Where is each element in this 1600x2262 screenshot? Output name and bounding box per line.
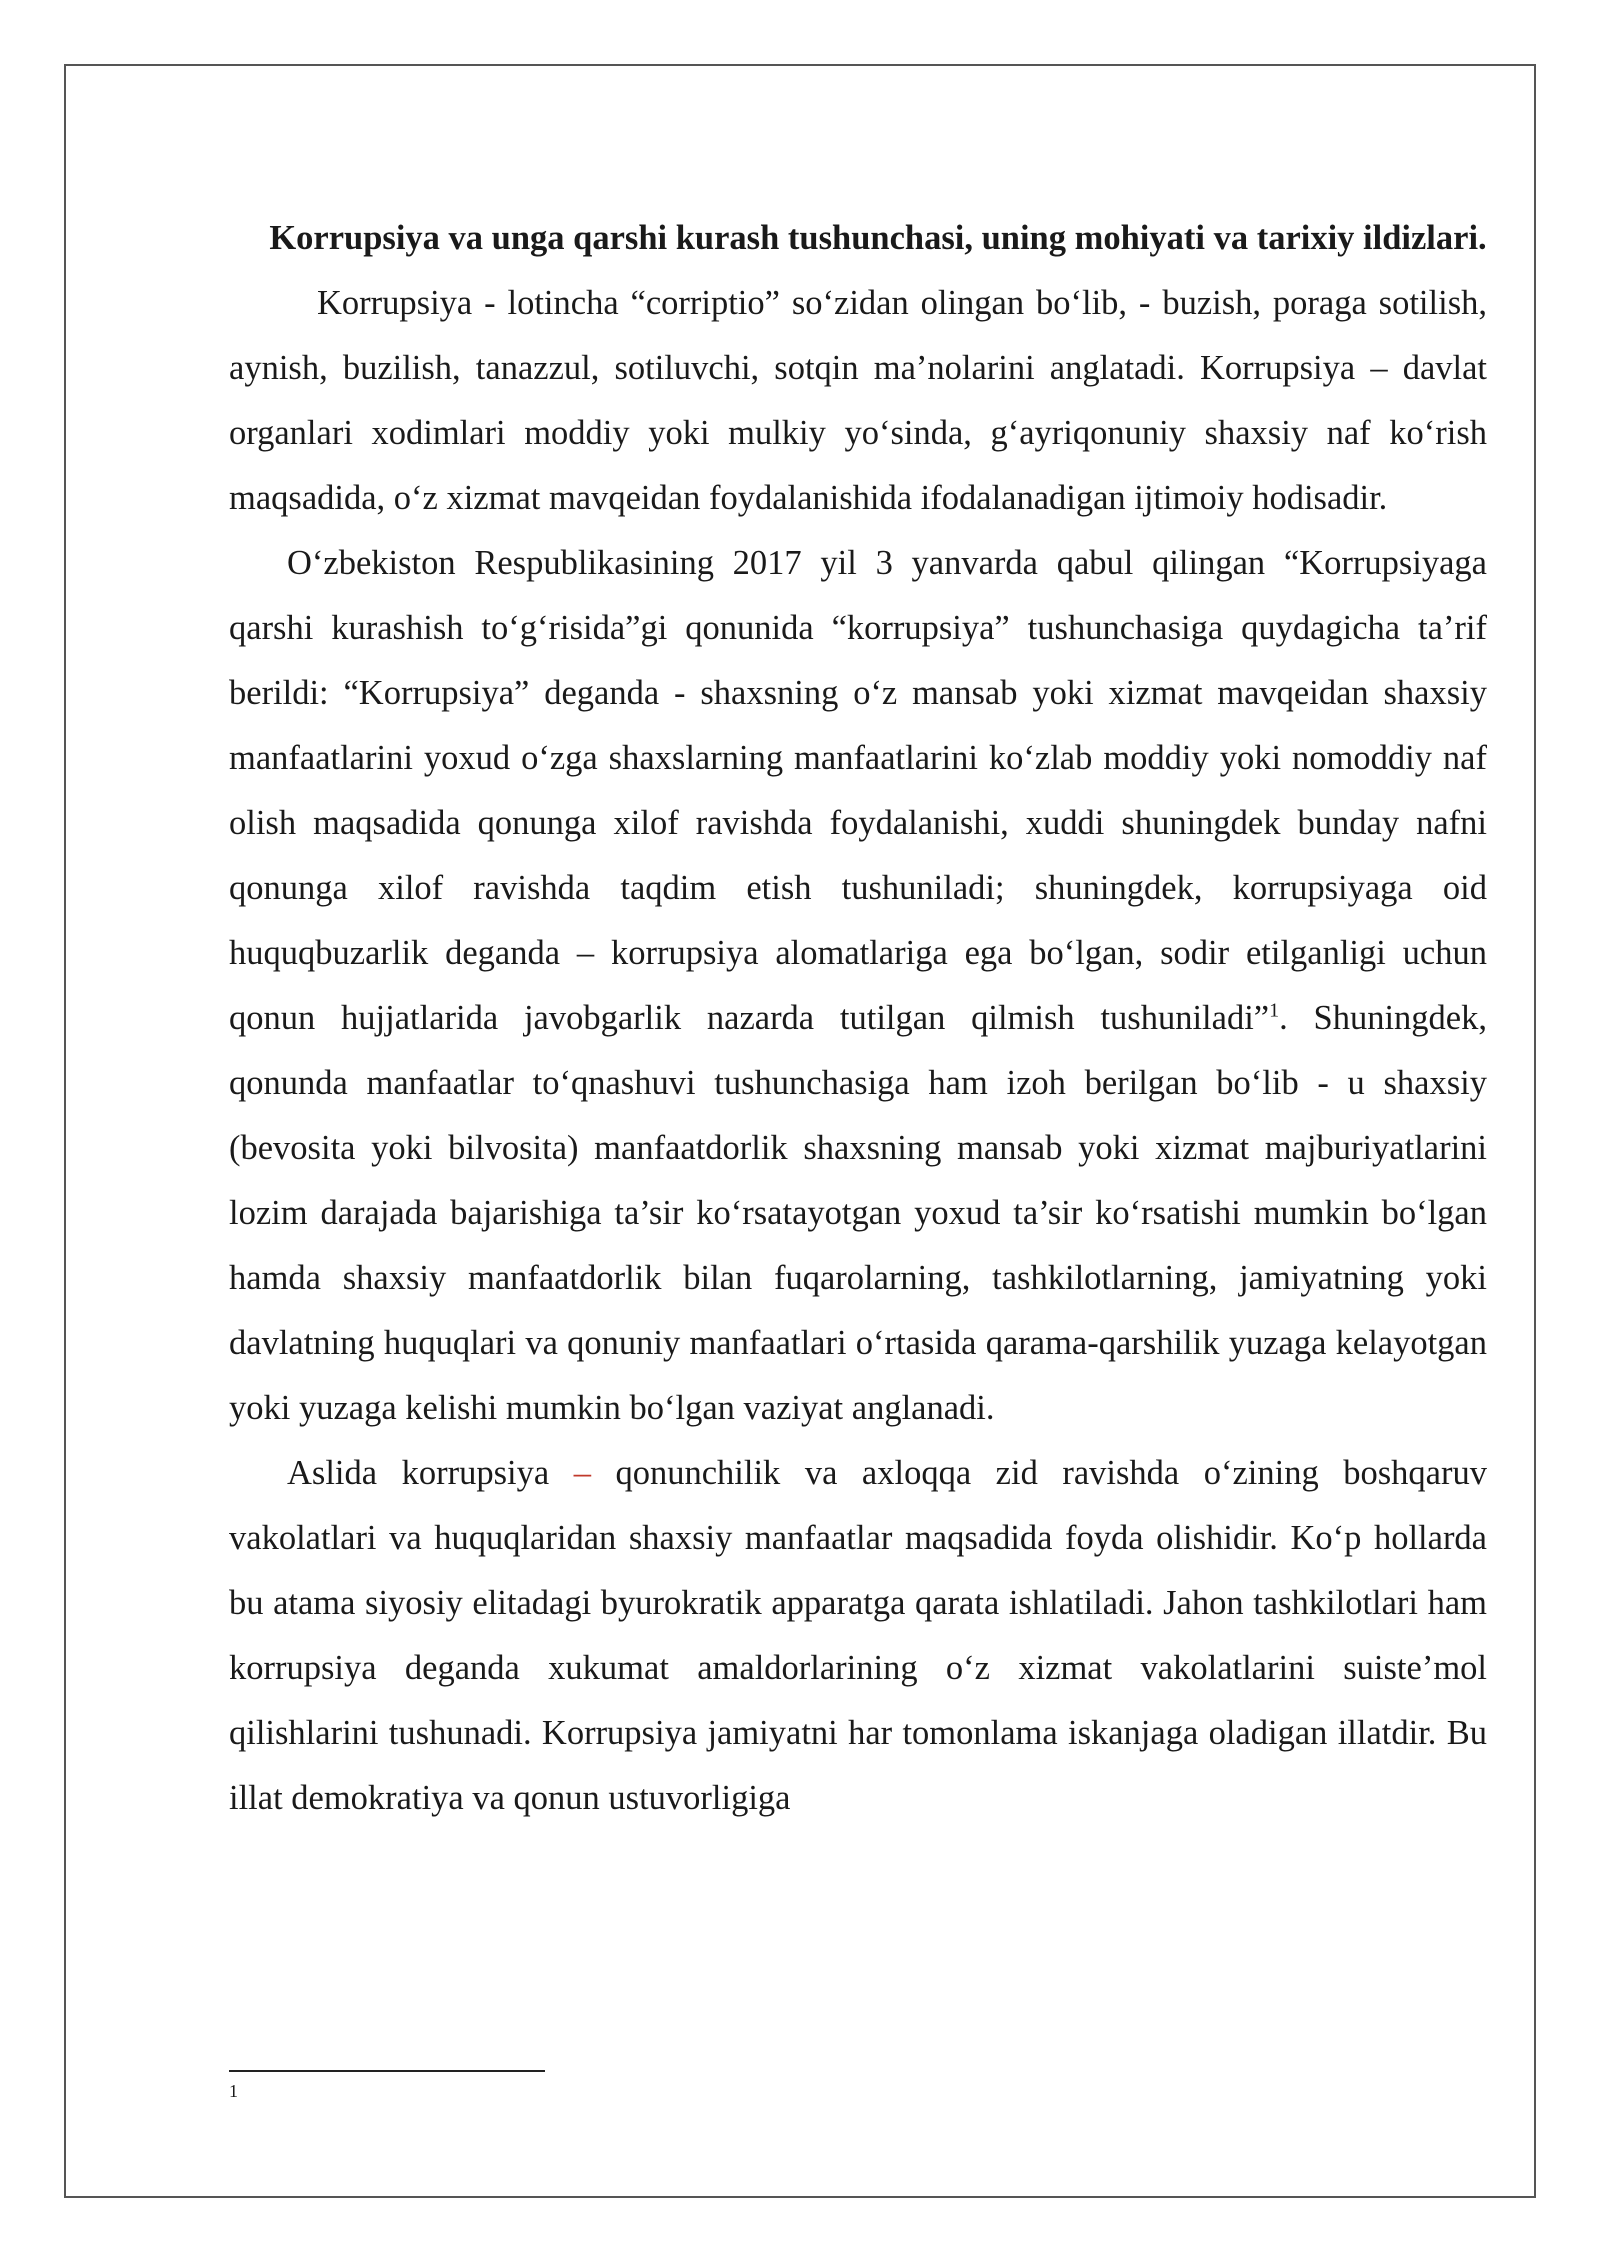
paragraph-essence xyxy=(229,1441,1487,1831)
document-title: Korrupsiya va unga qarshi kurash tushunchasi, uning mohiyati va tarixiy ildizlari. xyxy=(269,219,1487,257)
footnote-number: 1 xyxy=(229,2081,238,2101)
paragraph-law-text: O‘zbekiston Respublikasining 2017 yil 3 yanvarda qabul qilingan “Korrupsiyaga qarshi kurashish to‘g‘risida”gi qonunida “korrupsiya” tushunchasiga quydagicha ta’rif berildi: “Korrupsiya” deganda - shaxsning o‘z mansab yoki xizmat mavqeidan shaxsiy manfaatlarini yoxud o‘zga shaxslarning manfaatlarini ko‘zlab moddiy yoki nomoddiy naf olish maqsadida qonunga xilof ravishda foydalanishi, xuddi shuningdek bunday nafni qonunga xilof ravishda taqdim etish tushuniladi; shuningdek, korrupsiyaga oid huquqbuzarlik deganda – korrupsiya alomatlariga ega bo‘lgan, sodir etilganligi uchun qonun hujjatlarida javobgarlik nazarda tutilgan qilmish tushuniladi” xyxy=(229,544,1487,1037)
footnote-separator xyxy=(229,2070,545,2072)
highlighted-dash: – xyxy=(573,1454,591,1492)
document-body xyxy=(229,205,1487,1831)
paragraph-law-definition xyxy=(229,531,1487,1441)
footnote-reference[interactable]: 1 xyxy=(1269,999,1280,1022)
paragraph-essence-start: Aslida korrupsiya xyxy=(287,1454,574,1492)
paragraph-essence-rest: qonunchilik va axloqqa zid ravishda o‘zining boshqaruv vakolatlari va huquqlaridan shaxsiy manfaatlar maqsadida foyda olishidir. Ko‘p hollarda bu atama siyosiy elitadagi byurokratik apparatga qarata ishlatiladi. Jahon tashkilotlari ham korrupsiya deganda xukumat amaldorlarining o‘z xizmat vakolatlarini suiste’mol qilishlarini tushunadi. Korrupsiya jamiyatni har tomonlama iskanjaga oladigan illatdir. Bu illat demokratiya va qonun ustuvorligiga xyxy=(229,1454,1487,1817)
paragraph-law-continuation: . Shuningdek, qonunda manfaatlar to‘qnashuvi tushunchasiga ham izoh berilgan bo‘lib - u shaxsiy (bevosita yoki bilvosita) manfaatdorlik shaxsning mansab yoki xizmat majburiyatlarini lozim darajada bajarishiga ta’sir ko‘rsatayotgan yoxud ta’sir ko‘rsatishi mumkin bo‘lgan hamda shaxsiy manfaatdorlik bilan fuqarolarning, tashkilotlarning, jamiyatning yoki davlatning huquqlari va qonuniy manfaatlari o‘rtasida qarama-qarshilik yuzaga kelayotgan yoki yuzaga kelishi mumkin bo‘lgan vaziyat anglanadi. xyxy=(229,999,1487,1427)
paragraph-definition: Korrupsiya - lotincha “corriptio” so‘zidan olingan bo‘lib, - buzish, poraga sotilish, aynish, buzilish, tanazzul, sotiluvchi, sotqin ma’nolarini anglatadi. Korrupsiya – davlat organlari xodimlari moddiy yoki mulkiy yo‘sinda, g‘ayriqonuniy shaxsiy naf ko‘rish maqsadida, o‘z xizmat mavqeidan foydalanishida ifodalanadigan ijtimoiy hodisadir. xyxy=(229,284,1487,517)
